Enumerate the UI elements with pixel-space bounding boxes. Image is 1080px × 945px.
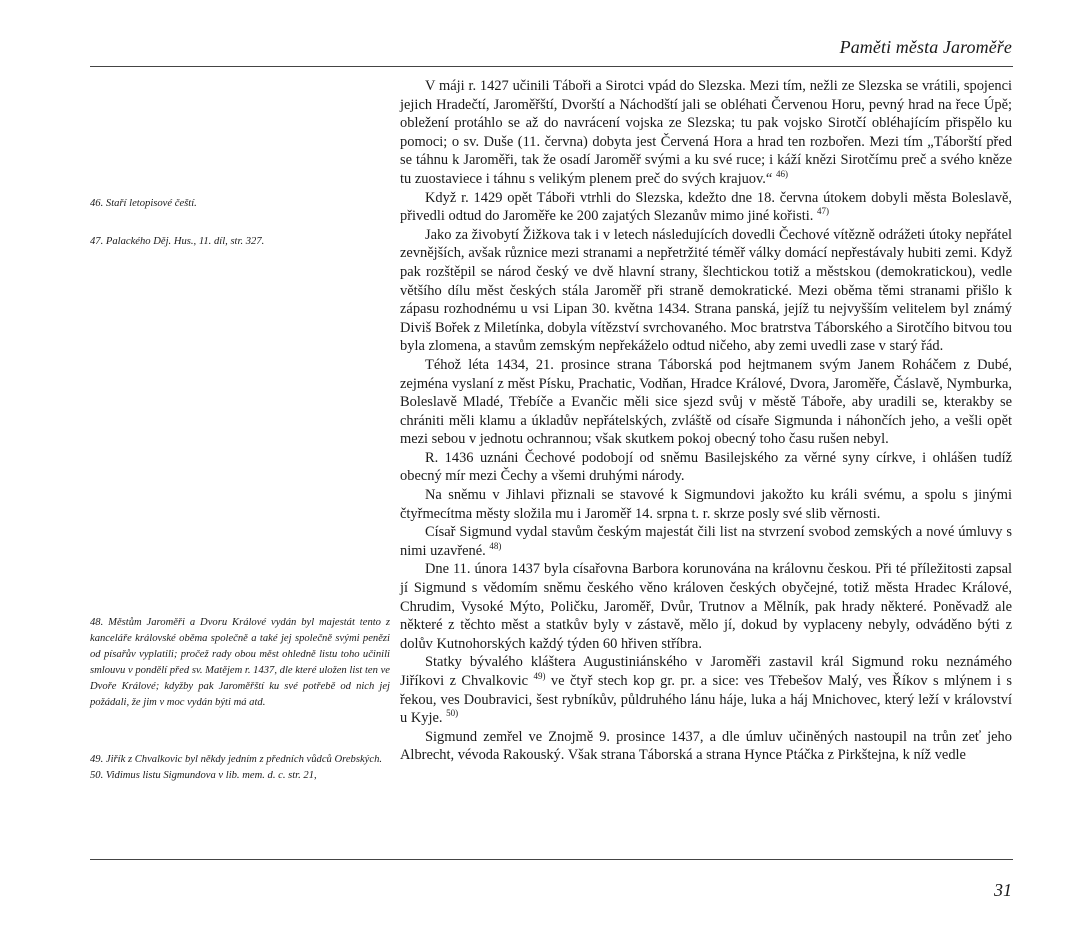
footnote-47: 47. Palackého Děj. Hus., 11. díl, str. 327. (90, 236, 265, 247)
note-ref: 47) (816, 206, 829, 217)
footnote-49-50 (90, 752, 390, 784)
note-ref: 46) (775, 169, 788, 180)
footnote-50: 50. Vidimus listu Sigmundova v lib. mem. d. c. str. 21, (90, 770, 317, 781)
paragraph: R. 1436 uznáni Čechové podobojí od sněmu Basilejského za věrné syny církve, i ohlášen tudíž obecný mír mezi Čechy a všemi druhými národy. (400, 449, 1012, 485)
top-rule (90, 66, 1013, 67)
main-text (400, 77, 1012, 765)
bottom-rule (90, 859, 1013, 860)
paragraph: Téhož léta 1434, 21. prosince strana Táborská pod hejtmanem svým Janem Roháčem z Dubé, zejména vyslaní z měst Písku, Prachatic, Vodňan, Hradce Králové, Dvora, Jaroměře, Čáslavě, Nymburka, Boleslavě Mladé, Třebíče a Evančic měli sice sjezd svůj v městě Táboře, aby uradili se, kterakby se chrániti měli klamu a úkladův nepřátelských, zvláště od císaře Sigmunda i náhončích jeho, a vešli opět mezi sebou v jednotu ochrannou; však skutkem pokoj obecný toho času rušen nebyl. (400, 356, 1012, 448)
paragraph: Císař Sigmund vydal stavům českým majestát čili list na stvrzení svobod zemských a nové úmluvy s nimi uzavřené. $^{48)}$ (400, 524, 1012, 559)
note-ref: 49) (533, 671, 546, 682)
footnote-49: 49. Jiřík z Chvalkovic byl někdy jedním z předních vůdců Orebských. (90, 754, 383, 765)
paragraph: Dne 11. února 1437 byla císařovna Barbora korunována na královnu českou. Při té příležitosti zapsal jí Sigmund s vědomím sněmu českého věno královen českých obyčejné, totiž města Hradec Králové, Chrudim, Vysoké Mýto, Poličku, Jaroměř, Dvůr, Trutnov a Mělník, pak hrady některé. Poněvadž ale některé z těchto měst a statkův byly v zástavě, mělo jí, dokud by vyplaceny nebyly, odváděno býti z dolův Kutnohorských každý týden 60 hřiven stříbra. (400, 561, 1012, 652)
paragraph: Na sněmu v Jihlavi přiznali se stavové k Sigmundovi jakožto ku králi svému, a spolu s jinými čtyřmecítma městy složila mu i Jaroměř 14. srpna t. r. skrze posly své slib věrnosti. (400, 487, 1012, 522)
note-ref: 48) (489, 541, 502, 552)
paragraph: Když r. 1429 opět Táboři vtrhli do Slezska, kdežto dne 18. června útokem dobyli města Boleslavě, přivedli odtud do Jaroměře ke 200 zajatých Slezanův mimo jiné kořisti. $^{47)}$ (400, 189, 1012, 225)
paragraph: Statky bývalého kláštera Augustiniánského v Jaroměři zastavil král Sigmund roku neznámého Jiříkovi z Chvalkovic $^{49)}$ ve čtyř stech kop gr. pr. a sice: ves Třebešov Malý, ves Říkov s mlýnem i s řekou, ves Doubravici, šest rybníkův, půldruhého lánu háje, luka a háj Mnichovec, který leží v království u Kyje. $^{50)}$ (400, 654, 1012, 727)
page-number: 31 (994, 880, 1012, 900)
note-ref: 50) (446, 708, 459, 719)
paragraph: V máji r. 1427 učinili Táboři a Sirotci vpád do Slezska. Mezi tím, nežli ze Slezska se vrátili, spojenci jejich Hradečtí, Jaroměřští, Dvorští a Náchodští jali se obléhati Červenou Horu, pevný hrad na řece Úpě; obležení protáhlo se až do navrácení vojska ze Slezska; tu pak vojsko Sirotčí obléhajícím přispělo ku pomoci; o sv. Duše (11. června) dobyta jest Červená Hora a hrad ten rozbořen. Mezi tím „Táborští před se táhnu k Jaroměři, tak že osadí Jaroměř svými a ku své ruce; i káží knězi Sirotčímu preč a svého kněze tu zuostaviece i táhnu s velikým plenem preč do svých krajuov.“ $^{46)}$ (400, 78, 1012, 187)
paragraph: Sigmund zemřel ve Znojmě 9. prosince 1437, a dle úmluv učiněných nastoupil na trůn zeť jeho Albrecht, vévoda Rakouský. Však strana Táborská a strana Hynce Ptáčka z Pirkštejna, k níž vedle (400, 728, 1012, 764)
paragraph: Jako za živobytí Žižkova tak i v letech následujících dovedli Čechové vítězně odrážeti útoky nepřátel zevnějších, avšak různice mezi stranami a nepřetržité téměř války domácí nepřestávaly hubiti zemi. Když pak rozštěpil se národ český ve dvě hlavní strany, šlechtickou totiž a městskou (demokratickou), vedle většího dílu měst českých stála Jaroměř při straně demokratické. Mezi oběma těmi stranami přišlo k zápasu rozhodnému u vsi Lipan 30. května 1434. Strana panská, jejíž tu nejvyšším velitelem byl známý Diviš Bořek z Miletínka, dobyla vítězství svrchovaného. Moc bratrstva Táborského a Sirotčího bitvou tou byla zlomena, a stavům zemským nepřekáželo odtud ničeho, aby zemi uvedli zase v starý řád. (400, 226, 1012, 355)
running-head: Paměti města Jaroměře (839, 37, 1012, 57)
footnote-48: 48. Městům Jaroměři a Dvoru Králové vydán byl majestát tento z kanceláře královské oběma společně a také jej společně svými penězi od písařův vyplatili; pročež rady obou měst ohledně listu toho učinili smlouvu v pondělí před sv. Matějem r. 1437, dle které uložen list ten ve Dvoře Králové; kdyžby pak Jaroměřští ku své potřebě od nich jej požádali, že jim v moc vydán býti má atd. (90, 617, 390, 708)
footnote-46: 46. Staří letopisové čeští. (90, 198, 197, 209)
